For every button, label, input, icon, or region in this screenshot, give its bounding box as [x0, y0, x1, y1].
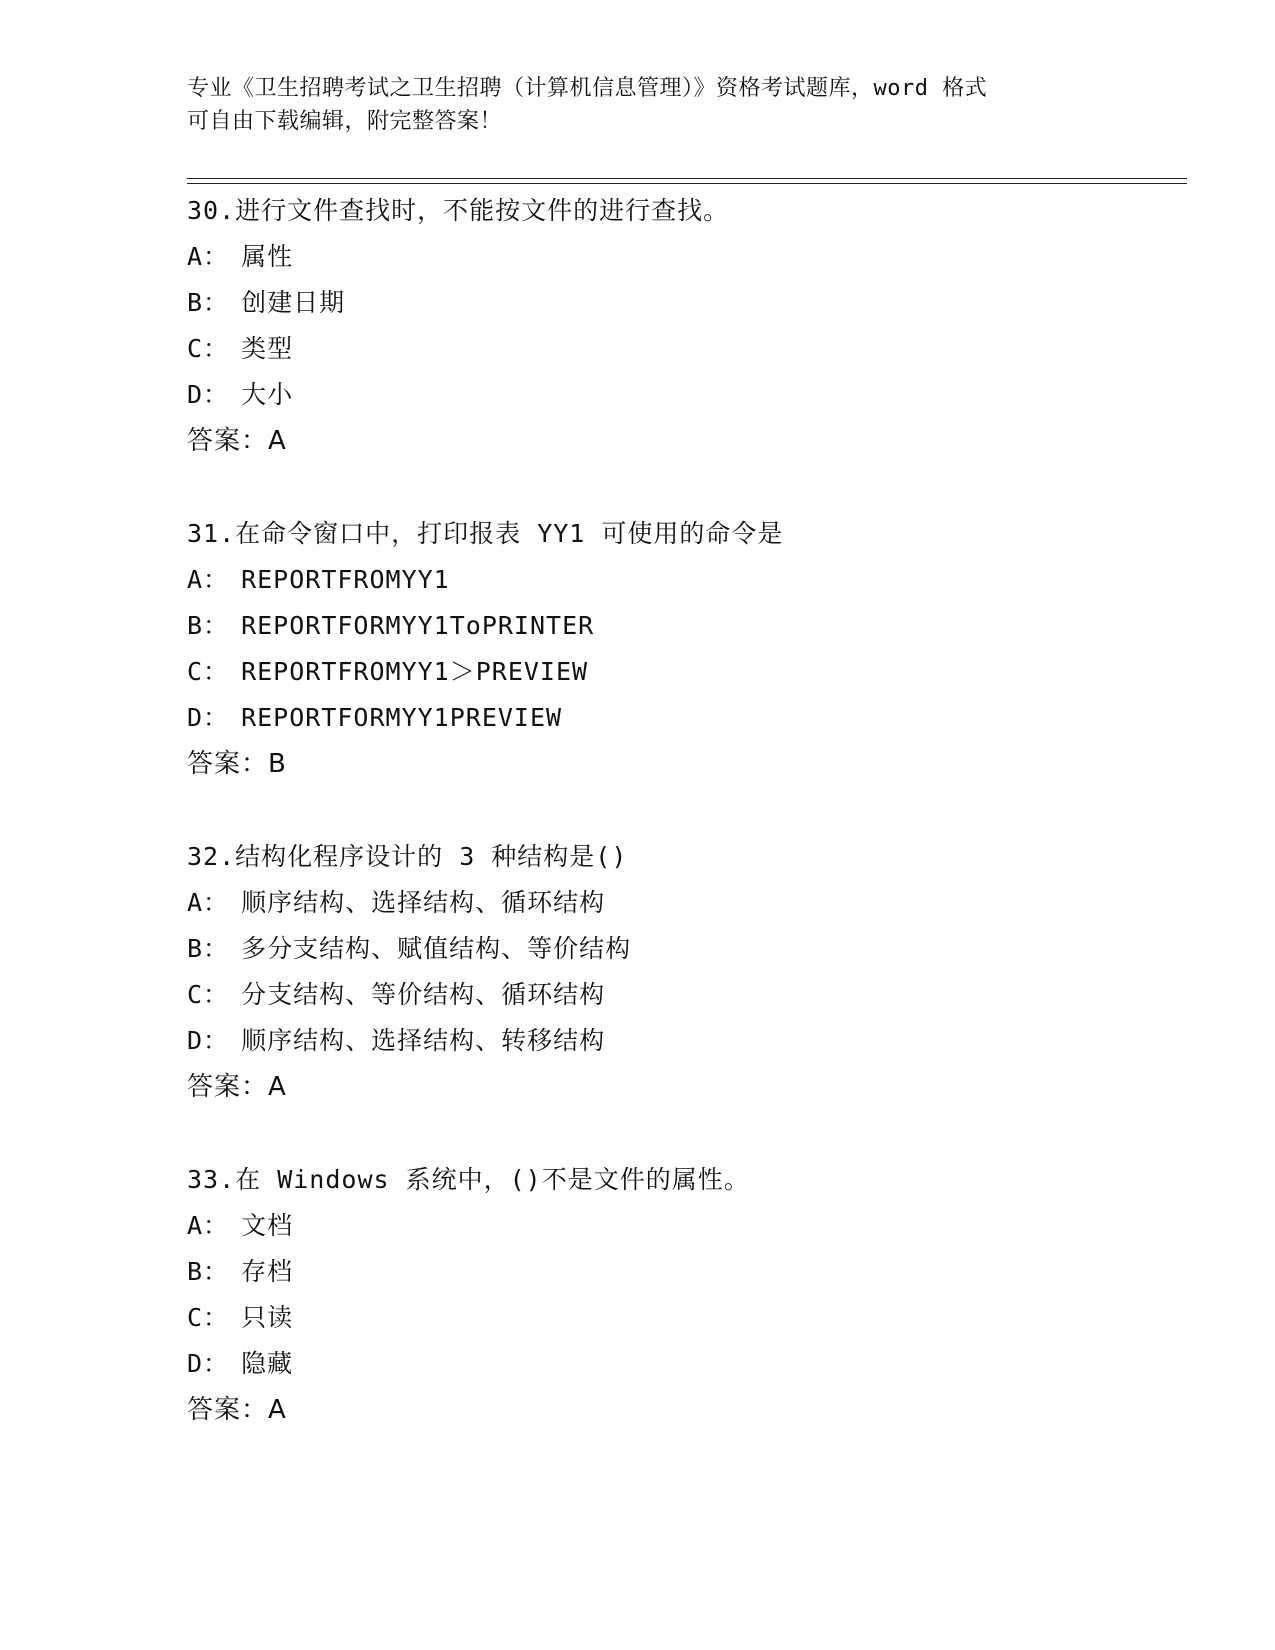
answer-line — [187, 418, 1187, 464]
option-b — [187, 280, 1187, 326]
option-text: 多分支结构、赋值结构、等价结构 — [241, 934, 632, 963]
question-32 — [187, 834, 1187, 1110]
question-stem: 33.在 Windows 系统中，()不是文件的属性。 — [187, 1165, 750, 1194]
option-text: REPORTFROMYY1 — [241, 565, 450, 594]
option-text: 只读 — [241, 1303, 294, 1332]
answer-line — [187, 1387, 1187, 1433]
option-text: 顺序结构、选择结构、转移结构 — [241, 1026, 606, 1055]
option-key: A： — [187, 888, 230, 917]
option-b — [187, 1249, 1187, 1295]
option-text: REPORTFORMYY1ToPRINTER — [241, 611, 595, 640]
option-key: C： — [187, 980, 230, 1009]
option-d — [187, 372, 1187, 418]
answer-label: 答案： — [187, 749, 269, 779]
option-key: B： — [187, 288, 230, 317]
question-stem: 32.结构化程序设计的 3 种结构是() — [187, 842, 628, 871]
option-text: REPORTFORMYY1PREVIEW — [241, 703, 563, 732]
option-key: D： — [187, 1026, 230, 1055]
option-key: C： — [187, 1303, 230, 1332]
answer-value: A — [268, 1072, 287, 1102]
option-key: B： — [187, 934, 230, 963]
question-stem: 31.在命令窗口中，打印报表 YY1 可使用的命令是 — [187, 519, 784, 548]
option-key: C： — [187, 657, 230, 686]
option-a — [187, 234, 1187, 280]
option-d — [187, 1341, 1187, 1387]
option-text: 大小 — [241, 380, 294, 409]
option-text: 存档 — [241, 1257, 294, 1286]
answer-value: B — [268, 749, 287, 779]
question-stem: 30.进行文件查找时，不能按文件的进行查找。 — [187, 196, 730, 225]
option-d — [187, 1018, 1187, 1064]
option-b — [187, 603, 1187, 649]
option-text: 分支结构、等价结构、循环结构 — [241, 980, 606, 1009]
header-line-1: 专业《卫生招聘考试之卫生招聘（计算机信息管理）》资格考试题库，word 格式 — [187, 76, 988, 101]
option-a — [187, 557, 1187, 603]
option-c — [187, 649, 1187, 695]
document-header — [187, 72, 1087, 138]
option-a — [187, 880, 1187, 926]
option-c — [187, 326, 1187, 372]
option-key: D： — [187, 380, 230, 409]
answer-line — [187, 741, 1187, 787]
question-31 — [187, 511, 1187, 787]
answer-line — [187, 1064, 1187, 1110]
answer-label: 答案： — [187, 1072, 269, 1102]
option-c — [187, 1295, 1187, 1341]
option-text: 顺序结构、选择结构、循环结构 — [241, 888, 606, 917]
answer-label: 答案： — [187, 1395, 269, 1425]
option-key: A： — [187, 565, 230, 594]
question-33 — [187, 1157, 1187, 1433]
option-text: 文档 — [241, 1211, 294, 1240]
option-c — [187, 972, 1187, 1018]
option-text: 隐藏 — [241, 1349, 294, 1378]
answer-label: 答案： — [187, 426, 269, 456]
option-text: REPORTFROMYY1＞PREVIEW — [241, 657, 589, 686]
option-d — [187, 695, 1187, 741]
option-key: B： — [187, 611, 230, 640]
answer-value: A — [268, 426, 287, 456]
question-list — [187, 188, 1187, 1480]
option-a — [187, 1203, 1187, 1249]
header-divider-bottom — [187, 183, 1187, 184]
header-divider-top — [187, 178, 1187, 179]
option-text: 类型 — [241, 334, 294, 363]
answer-value: A — [268, 1395, 287, 1425]
option-key: A： — [187, 242, 230, 271]
header-line-2: 可自由下载编辑，附完整答案！ — [187, 109, 503, 134]
option-b — [187, 926, 1187, 972]
option-key: D： — [187, 703, 230, 732]
option-key: C： — [187, 334, 230, 363]
option-text: 创建日期 — [241, 288, 346, 317]
option-key: A： — [187, 1211, 230, 1240]
option-key: D： — [187, 1349, 230, 1378]
option-key: B： — [187, 1257, 230, 1286]
question-30 — [187, 188, 1187, 464]
option-text: 属性 — [241, 242, 294, 271]
